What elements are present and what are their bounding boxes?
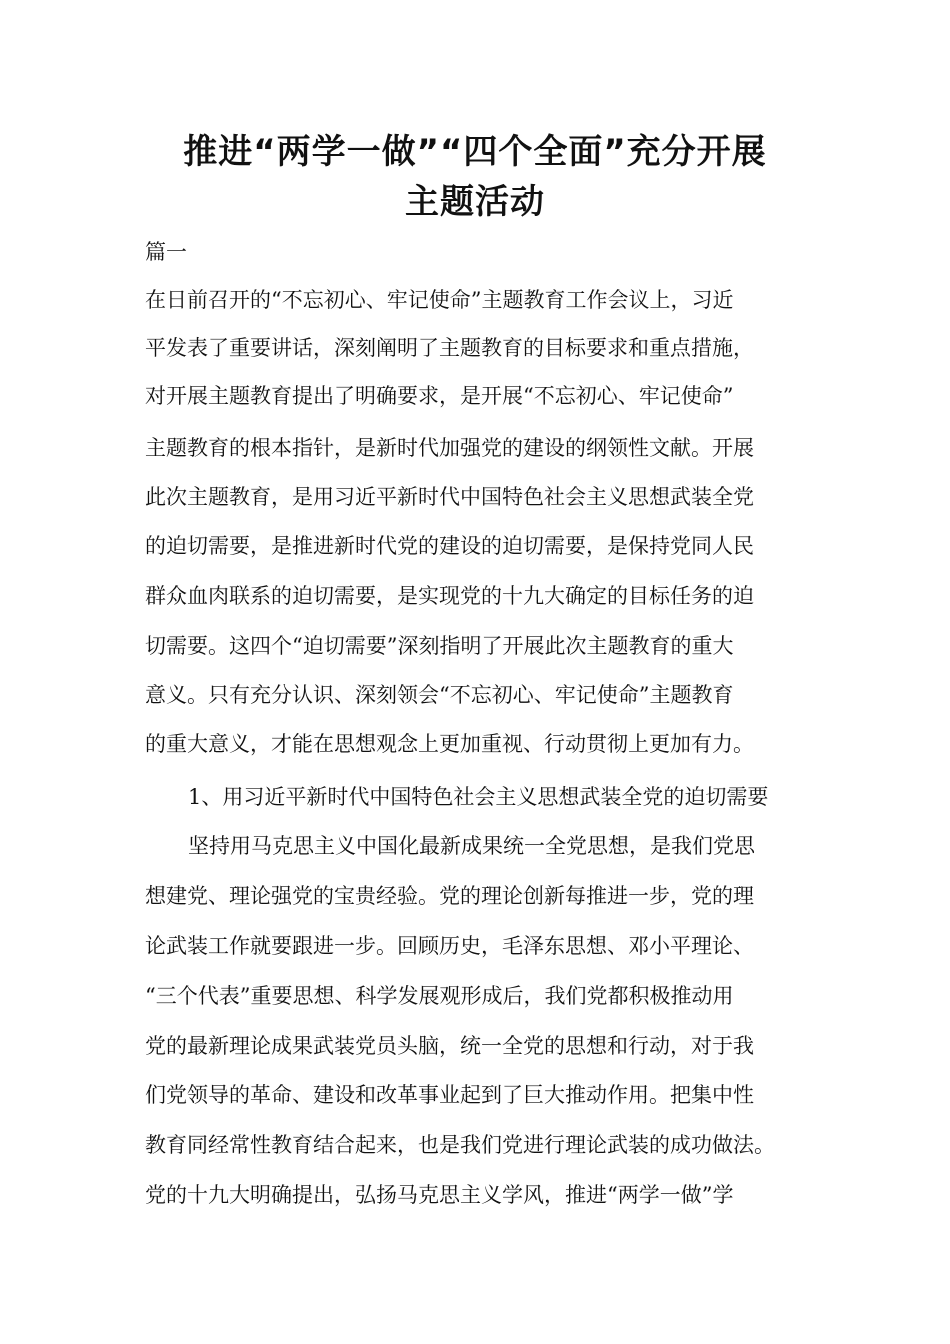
- paragraph-line: 意义。只有充分认识、深刻领会“不忘初心、牢记使命”主题教育: [145, 683, 734, 707]
- paragraph-line: “三个代表”重要思想、科学发展观形成后，我们党都积极推动用: [145, 984, 734, 1008]
- paragraph-line: 党的十九大明确提出，弘扬马克思主义学风，推进“两学一做”学: [145, 1183, 734, 1207]
- paragraph-line: 的迫切需要，是推进新时代党的建设的迫切需要，是保持党同人民: [145, 534, 754, 558]
- paragraph-line: 群众血肉联系的迫切需要，是实现党的十九大确定的目标任务的迫: [145, 584, 754, 608]
- paragraph-line: 平发表了重要讲话，深刻阐明了主题教育的目标要求和重点措施，: [145, 336, 754, 360]
- section-label: 篇一: [145, 240, 187, 264]
- paragraph-line: 们党领导的革命、建设和改革事业起到了巨大推动作用。把集中性: [145, 1083, 754, 1107]
- section-heading: 1、用习近平新时代中国特色社会主义思想武装全党的迫切需要: [188, 785, 769, 809]
- paragraph-line: 切需要。这四个“迫切需要”深刻指明了开展此次主题教育的重大: [145, 634, 734, 658]
- paragraph-line: 坚持用马克思主义中国化最新成果统一全党思想，是我们党思: [188, 834, 755, 858]
- document-title-line-2: 主题活动: [405, 182, 545, 222]
- paragraph-line: 的重大意义，才能在思想观念上更加重视、行动贯彻上更加有力。: [145, 732, 754, 756]
- paragraph-line: 对开展主题教育提出了明确要求，是开展“不忘初心、牢记使命”: [145, 384, 734, 408]
- paragraph-line: 主题教育的根本指针，是新时代加强党的建设的纲领性文献。开展: [145, 436, 754, 460]
- paragraph-line: 此次主题教育，是用习近平新时代中国特色社会主义思想武装全党: [145, 485, 754, 509]
- paragraph-line: 在日前召开的“不忘初心、牢记使命”主题教育工作会议上，习近: [145, 288, 734, 312]
- document-title-line-1: 推进“两学一做”“四个全面”充分开展: [183, 132, 767, 172]
- paragraph-line: 党的最新理论成果武装党员头脑，统一全党的思想和行动，对于我: [145, 1034, 754, 1058]
- paragraph-line: 想建党、理论强党的宝贵经验。党的理论创新每推进一步，党的理: [145, 884, 754, 908]
- paragraph-line: 教育同经常性教育结合起来，也是我们党进行理论武装的成功做法。: [145, 1133, 775, 1157]
- paragraph-line: 论武装工作就要跟进一步。回顾历史，毛泽东思想、邓小平理论、: [145, 934, 754, 958]
